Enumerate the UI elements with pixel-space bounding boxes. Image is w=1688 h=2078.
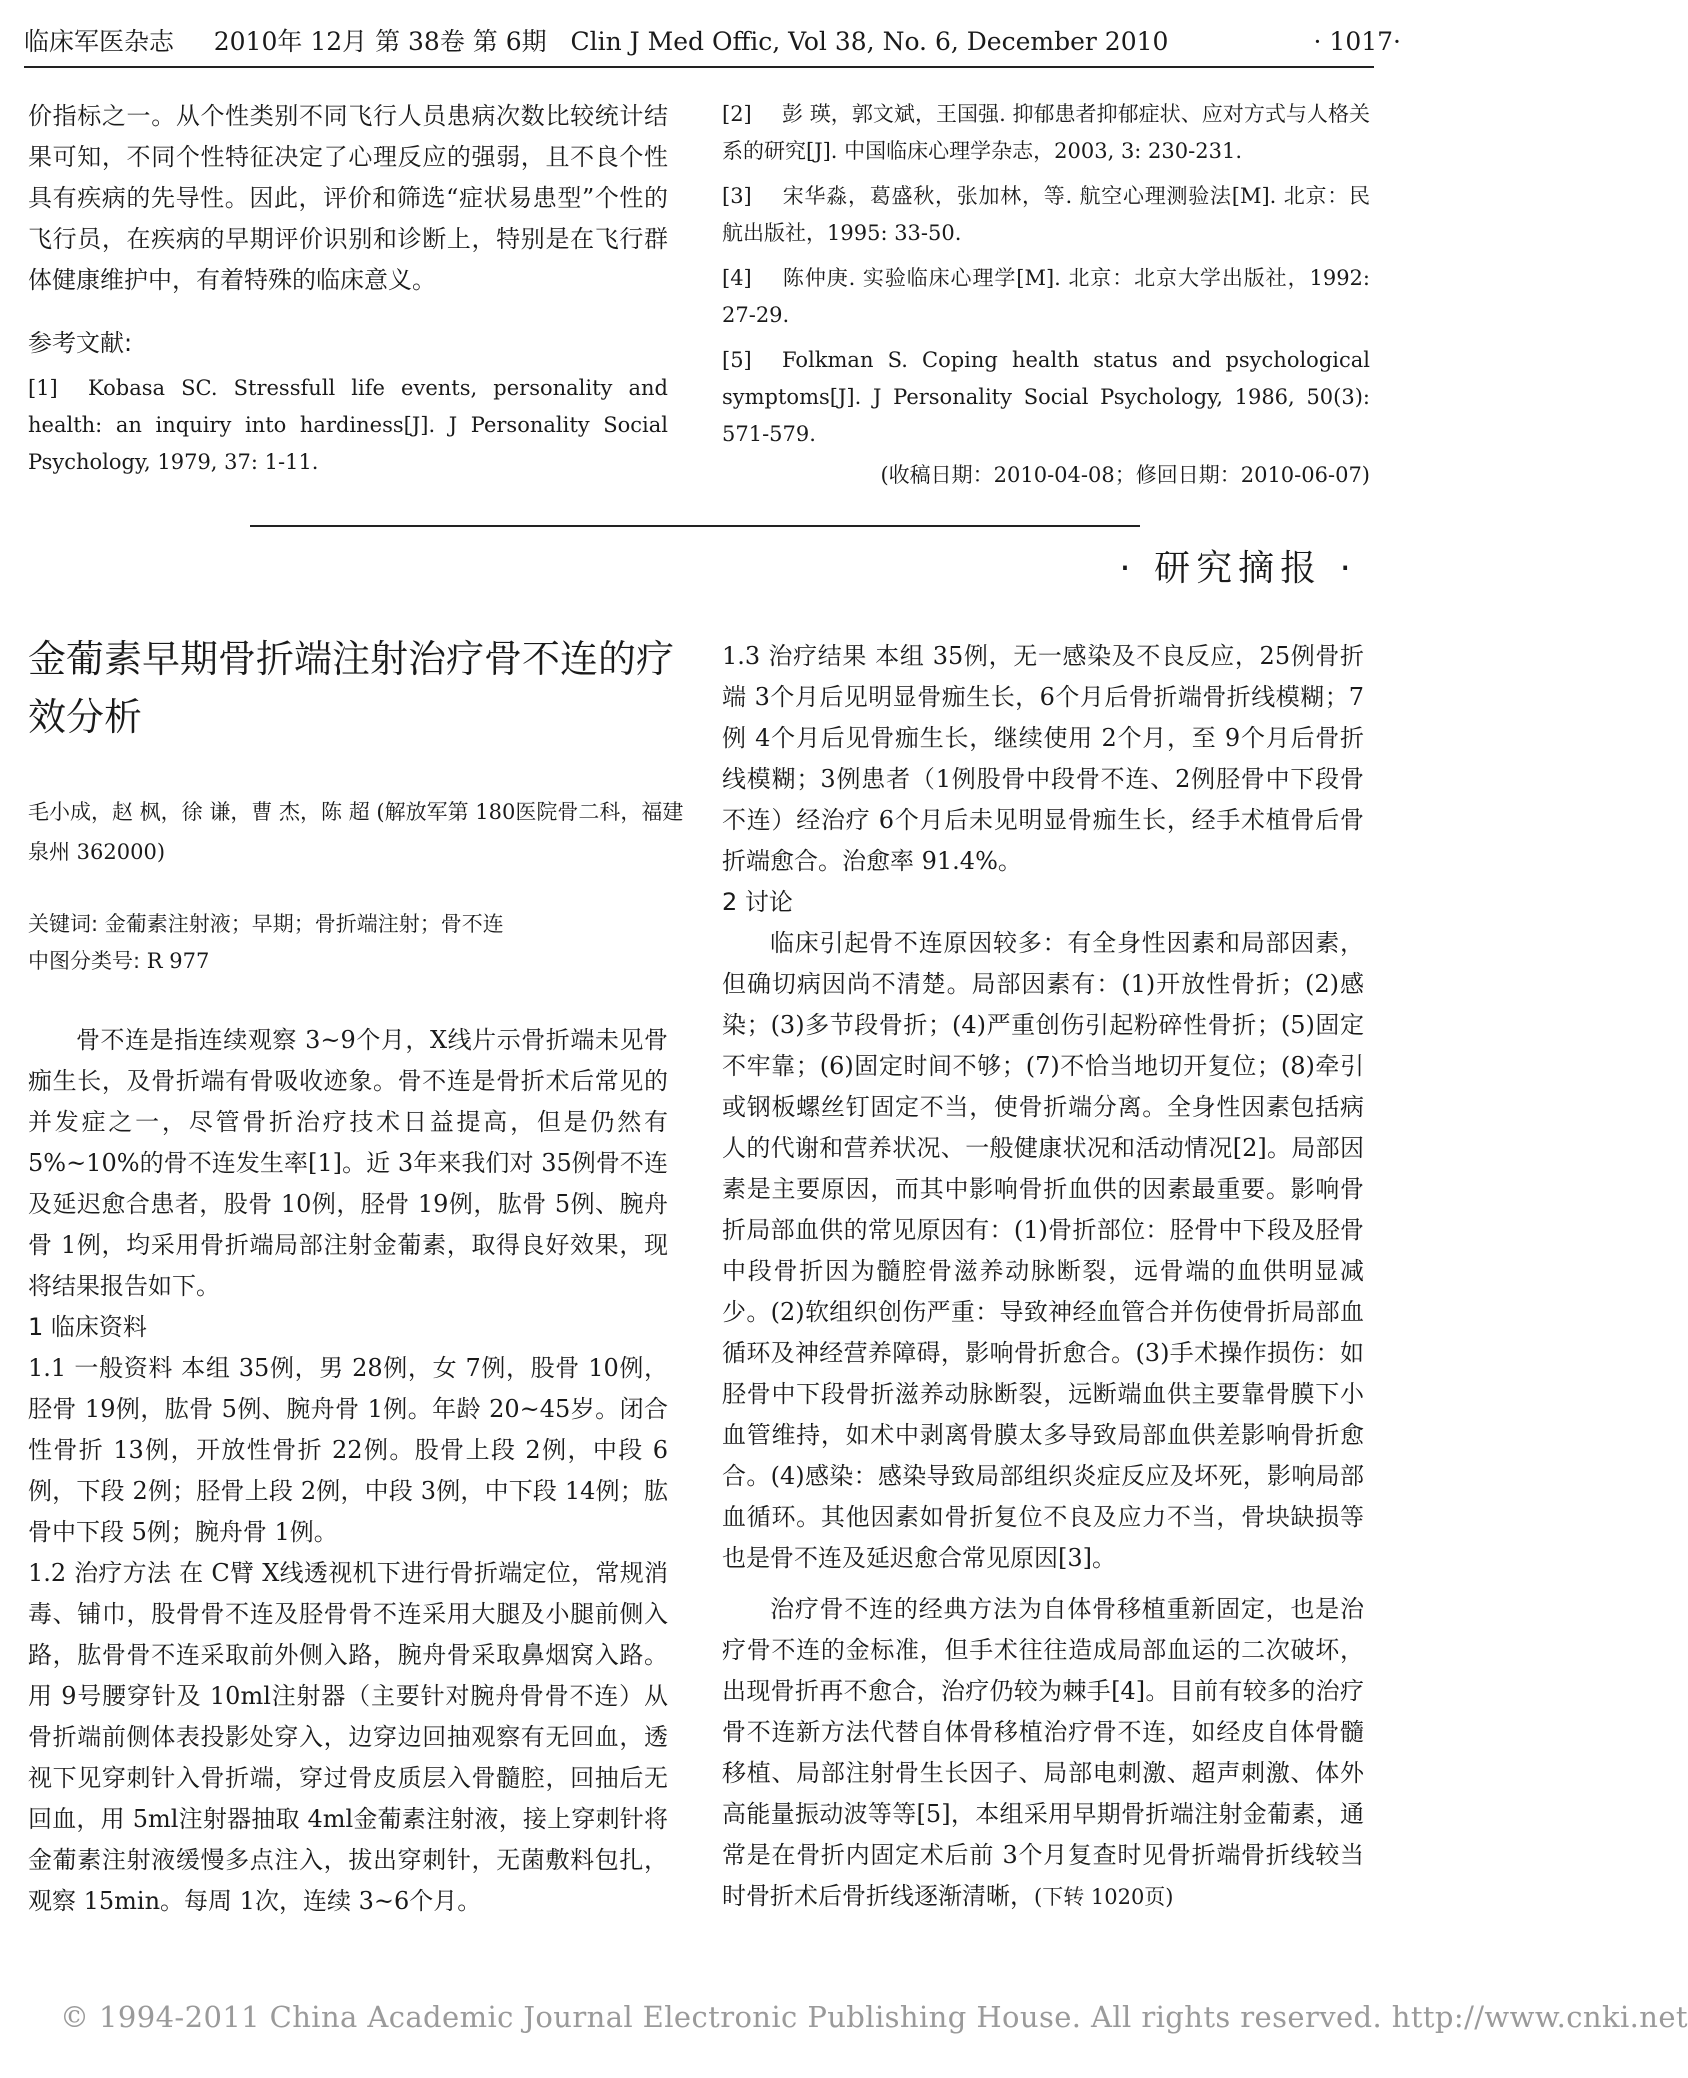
clc-value: R 977 bbox=[146, 949, 210, 973]
reference-text: 陈仲庚. 实验临床心理学[M]. 北京：北京大学出版社，1992: 27-29. bbox=[722, 266, 1370, 327]
reference-text: 彭 瑛，郭文斌，王国强. 抑郁患者抑郁症状、应对方式与人格关系的研究[J]. 中国临床心理学杂志，2003, 3: 230-231. bbox=[722, 102, 1370, 163]
article-left-column bbox=[28, 1020, 668, 1922]
article-keywords-block bbox=[28, 906, 688, 980]
reference-item bbox=[722, 96, 1370, 170]
article-title: 金葡素早期骨折端注射治疗骨不连的疗效分析 bbox=[28, 637, 675, 739]
reference-item bbox=[722, 342, 1370, 453]
clc-line bbox=[28, 943, 688, 980]
section-1-3: 1.3 治疗结果 本组 35例，无一感染及不良反应，25例骨折端 3个月后见明显骨痂生长，6个月后骨折端骨折线模糊；7例 4个月后见骨痂生长，继续使用 2个月，至 9个月后骨折线模糊；3例患者（1例股骨中段骨不连、2例胫骨中下段骨不连）经治疗 6个月后未见明显骨痂生长，经手术植骨后骨折端愈合。治愈率 91.4%。 bbox=[722, 642, 1364, 875]
reference-number: [1] bbox=[28, 376, 58, 400]
received-date: (收稿日期：2010-04-08；修回日期：2010-06-07) bbox=[880, 463, 1370, 487]
references-title: 参考文献: bbox=[28, 329, 133, 357]
section-2-heading: 2 讨论 bbox=[722, 888, 793, 916]
reference-item bbox=[722, 178, 1370, 252]
keywords-line bbox=[28, 906, 688, 943]
keywords-value: 金葡素注射液；早期；骨折端注射；骨不连 bbox=[104, 912, 504, 936]
prev-article-body bbox=[28, 96, 668, 481]
header-left bbox=[24, 22, 1168, 62]
issue-cn: 2010年 12月 第 38卷 第 6期 bbox=[213, 27, 547, 56]
article-divider bbox=[250, 525, 1140, 527]
reference-text: Folkman S. Coping health status and psychological symptoms[J]. J Personality Social Psychology, 1986, 50(3): 571-579. bbox=[722, 348, 1370, 446]
references-list bbox=[722, 96, 1370, 494]
section-1-2: 1.2 治疗方法 在 C臂 X线透视机下进行骨折端定位，常规消毒、铺巾，股骨骨不连及胫骨骨不连采用大腿及小腿前侧入路，肱骨骨不连采取前外侧入路，腕舟骨采取鼻烟窝入路。用 9号腰穿针及 10ml注射器（主要针对腕舟骨骨不连）从骨折端前侧体表投影处穿入，边穿边回抽观察有无回血，透视下见穿刺针入骨折端，穿过骨皮质层入骨髓腔，回抽后无回血，用 5ml注射器抽取 4ml金葡素注射液，接上穿刺针将金葡素注射液缓慢多点注入，拔出穿刺针，无菌敷料包扎，观察 15min。每周 1次，连续 3~6个月。 bbox=[28, 1559, 668, 1915]
intro-paragraph: 骨不连是指连续观察 3~9个月，X线片示骨折端未见骨痂生长，及骨折端有骨吸收迹象。骨不连是骨折术后常见的并发症之一，尽管骨折治疗技术日益提高，但是仍然有 5%~10%的骨不连发生率[1]。近 3年来我们对 35例骨不连及延迟愈合患者，股骨 10例，胫骨 19例，肱骨 5例、腕舟骨 1例，均采用骨折端局部注射金葡素，取得良好效果，现将结果报告如下。 bbox=[28, 1026, 668, 1300]
section-1-1: 1.1 一般资料 本组 35例，男 28例，女 7例，股骨 10例，胫骨 19例，肱骨 5例、腕舟骨 1例。年龄 20~45岁。闭合性骨折 13例，开放性骨折 22例。股骨上段 2例，中段 6例，下段 2例；胫骨上段 2例，中段 3例，中下段 14例；肱骨中下段 5例；腕舟骨 1例。 bbox=[28, 1354, 668, 1546]
reference-text: Kobasa SC. Stressfull life events, personality and health: an inquiry into hardiness[J]. J Personality Social Psychology, 1979, 37: 1-11. bbox=[28, 376, 668, 474]
issue-en: Clin J Med Offic, Vol 38, No. 6, December 2010 bbox=[570, 27, 1169, 56]
clc-label: 中图分类号: bbox=[28, 949, 141, 973]
page-number: · 1017· bbox=[1313, 27, 1401, 56]
section-tag: · 研究摘报 · bbox=[1119, 548, 1357, 589]
article-right-column bbox=[722, 636, 1364, 1918]
running-header bbox=[24, 22, 1401, 62]
section-1-heading: 1 临床资料 bbox=[28, 1313, 147, 1341]
article-authors: 毛小成，赵 枫，徐 谦，曹 杰，陈 超 (解放军第 180医院骨二科，福建 泉州 362000) bbox=[28, 800, 684, 864]
discussion-paragraph-2-text: 治疗骨不连的经典方法为自体骨移植重新固定，也是治疗骨不连的金标准，但手术往往造成局部血运的二次破坏，出现骨折再不愈合，治疗仍较为棘手[4]。目前有较多的治疗骨不连新方法代替自体骨移植治疗骨不连，如经皮自体骨髓移植、局部注射骨生长因子、局部电刺激、超声刺激、体外高能量振动波等等[5]，本组采用早期骨折端注射金葡素，通常是在骨折内固定术后前 3个月复查时见骨折端骨折线较当时骨折术后骨折线逐渐清晰， bbox=[722, 1595, 1364, 1910]
reference-item bbox=[28, 370, 668, 481]
reference-number: [4] bbox=[722, 266, 752, 290]
journal-name: 临床军医杂志 bbox=[24, 27, 175, 56]
header-divider bbox=[24, 66, 1374, 68]
continued-note: (下转 1020页) bbox=[1034, 1885, 1174, 1909]
reference-text: 宋华淼，葛盛秋，张加林，等. 航空心理测验法[M]. 北京：民航出版社，1995: 33-50. bbox=[722, 184, 1370, 245]
reference-number: [5] bbox=[722, 348, 752, 372]
keywords-label: 关键词: bbox=[28, 912, 99, 936]
reference-number: [3] bbox=[722, 184, 752, 208]
reference-item bbox=[722, 260, 1370, 334]
prev-article-text: 价指标之一。从个性类别不同飞行人员患病次数比较统计结果可知，不同个性特征决定了心理反应的强弱，且不良个性具有疾病的先导性。因此，评价和筛选“症状易患型”个性的飞行员，在疾病的早期评价识别和诊断上，特别是在飞行群体健康维护中，有着特殊的临床意义。 bbox=[28, 102, 668, 294]
reference-number: [2] bbox=[722, 102, 752, 126]
discussion-paragraph-2 bbox=[722, 1589, 1364, 1918]
copyright-footer: © 1994-2011 China Academic Journal Electronic Publishing House. All rights reserved. http://www.cnki.net bbox=[60, 2000, 1688, 2034]
discussion-paragraph-1: 临床引起骨不连原因较多：有全身性因素和局部因素，但确切病因尚不清楚。局部因素有：(1)开放性骨折；(2)感染；(3)多节段骨折；(4)严重创伤引起粉碎性骨折；(5)固定不牢靠；(6)固定时间不够；(7)不恰当地切开复位；(8)牵引或钢板螺丝钉固定不当，使骨折端分离。全身性因素包括病人的代谢和营养状况、一般健康状况和活动情况[2]。局部因素是主要原因，而其中影响骨折血供的因素最重要。影响骨折局部血供的常见原因有：(1)骨折部位：胫骨中下段及胫骨中段骨折因为髓腔骨滋养动脉断裂，远骨端的血供明显减少。(2)软组织创伤严重：导致神经血管合并伤使骨折局部血循环及神经营养障碍，影响骨折愈合。(3)手术操作损伤：如胫骨中下段骨折滋养动脉断裂，远断端血供主要靠骨膜下小血管维持，如术中剥离骨膜太多导致局部血供差影响骨折愈合。(4)感染：感染导致局部组织炎症反应及坏死，影响局部血循环。其他因素如骨折复位不良及应力不当，骨块缺损等也是骨不连及延迟愈合常见原因[3]。 bbox=[722, 929, 1364, 1572]
